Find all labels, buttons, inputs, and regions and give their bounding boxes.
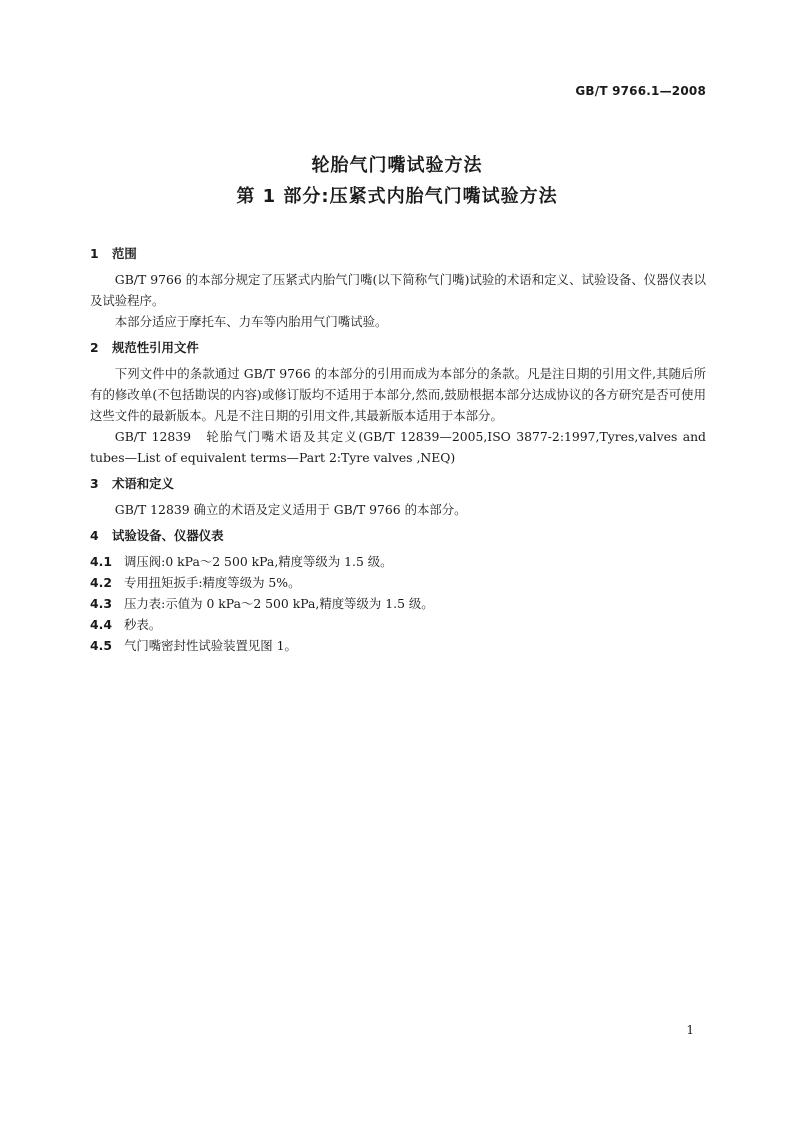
section-title: 试验设备、仪器仪表 xyxy=(112,528,224,543)
document-body xyxy=(90,243,706,661)
clause-text: 气门嘴密封性试验装置见图 1。 xyxy=(124,638,297,653)
clause-text: 压力表:示值为 0 kPa～2 500 kPa,精度等级为 1.5 级。 xyxy=(124,596,434,611)
clause-text: 秒表。 xyxy=(124,617,162,632)
section-number: 4 xyxy=(90,528,99,543)
section-test-equipment xyxy=(90,525,706,656)
clause-number: 4.2 xyxy=(90,575,112,590)
section-heading xyxy=(90,337,706,358)
section-heading xyxy=(90,473,706,494)
clause-number: 4.4 xyxy=(90,617,112,632)
section-heading xyxy=(90,525,706,546)
clause-text: 专用扭矩扳手:精度等级为 5%。 xyxy=(124,575,301,590)
document-title: 轮胎气门嘴试验方法 xyxy=(311,155,483,176)
clause-number: 4.3 xyxy=(90,596,112,611)
page-number: 1 xyxy=(686,1023,694,1037)
standard-number: GB/T 9766.1—2008 xyxy=(575,84,706,98)
list-item xyxy=(90,572,706,593)
section-number: 1 xyxy=(90,246,99,261)
section-title: 规范性引用文件 xyxy=(112,340,199,355)
list-item xyxy=(90,593,706,614)
list-item xyxy=(90,551,706,572)
paragraph: GB/T 9766 的本部分规定了压紧式内胎气门嘴(以下简称气门嘴)试验的术语和定义、试验设备、仪器仪表以及试验程序。 xyxy=(90,272,706,308)
reference-entry: GB/T 12839 轮胎气门嘴术语及其定义(GB/T 12839—2005,ISO 3877-2:1997,Tyres,valves and tubes—List of equivalent terms—Part 2:Tyre valves ,NEQ) xyxy=(90,429,706,465)
section-number: 2 xyxy=(90,340,99,355)
paragraph: GB/T 12839 确立的术语及定义适用于 GB/T 9766 的本部分。 xyxy=(114,502,467,517)
list-item xyxy=(90,635,706,656)
section-terms-definitions xyxy=(90,473,706,520)
clause-number: 4.1 xyxy=(90,554,112,569)
list-item xyxy=(90,614,706,635)
paragraph: 本部分适应于摩托车、力车等内胎用气门嘴试验。 xyxy=(114,314,388,329)
section-normative-references xyxy=(90,337,706,468)
clause-number: 4.5 xyxy=(90,638,112,653)
section-number: 3 xyxy=(90,476,99,491)
section-title: 范围 xyxy=(112,246,137,261)
section-heading xyxy=(90,243,706,264)
section-scope xyxy=(90,243,706,332)
clause-text: 调压阀:0 kPa～2 500 kPa,精度等级为 1.5 级。 xyxy=(124,554,393,569)
document-subtitle: 第 1 部分:压紧式内胎气门嘴试验方法 xyxy=(236,186,558,207)
section-title: 术语和定义 xyxy=(112,476,174,491)
paragraph: 下列文件中的条款通过 GB/T 9766 的本部分的引用而成为本部分的条款。凡是注日期的引用文件,其随后所有的修改单(不包括勘误的内容)或修订版均不适用于本部分,然而,鼓励根据本部分达成协议的各方研究是否可使用这些文件的最新版本。凡是不注日期的引用文件,其最新版本适用于本部分。 xyxy=(90,366,706,423)
